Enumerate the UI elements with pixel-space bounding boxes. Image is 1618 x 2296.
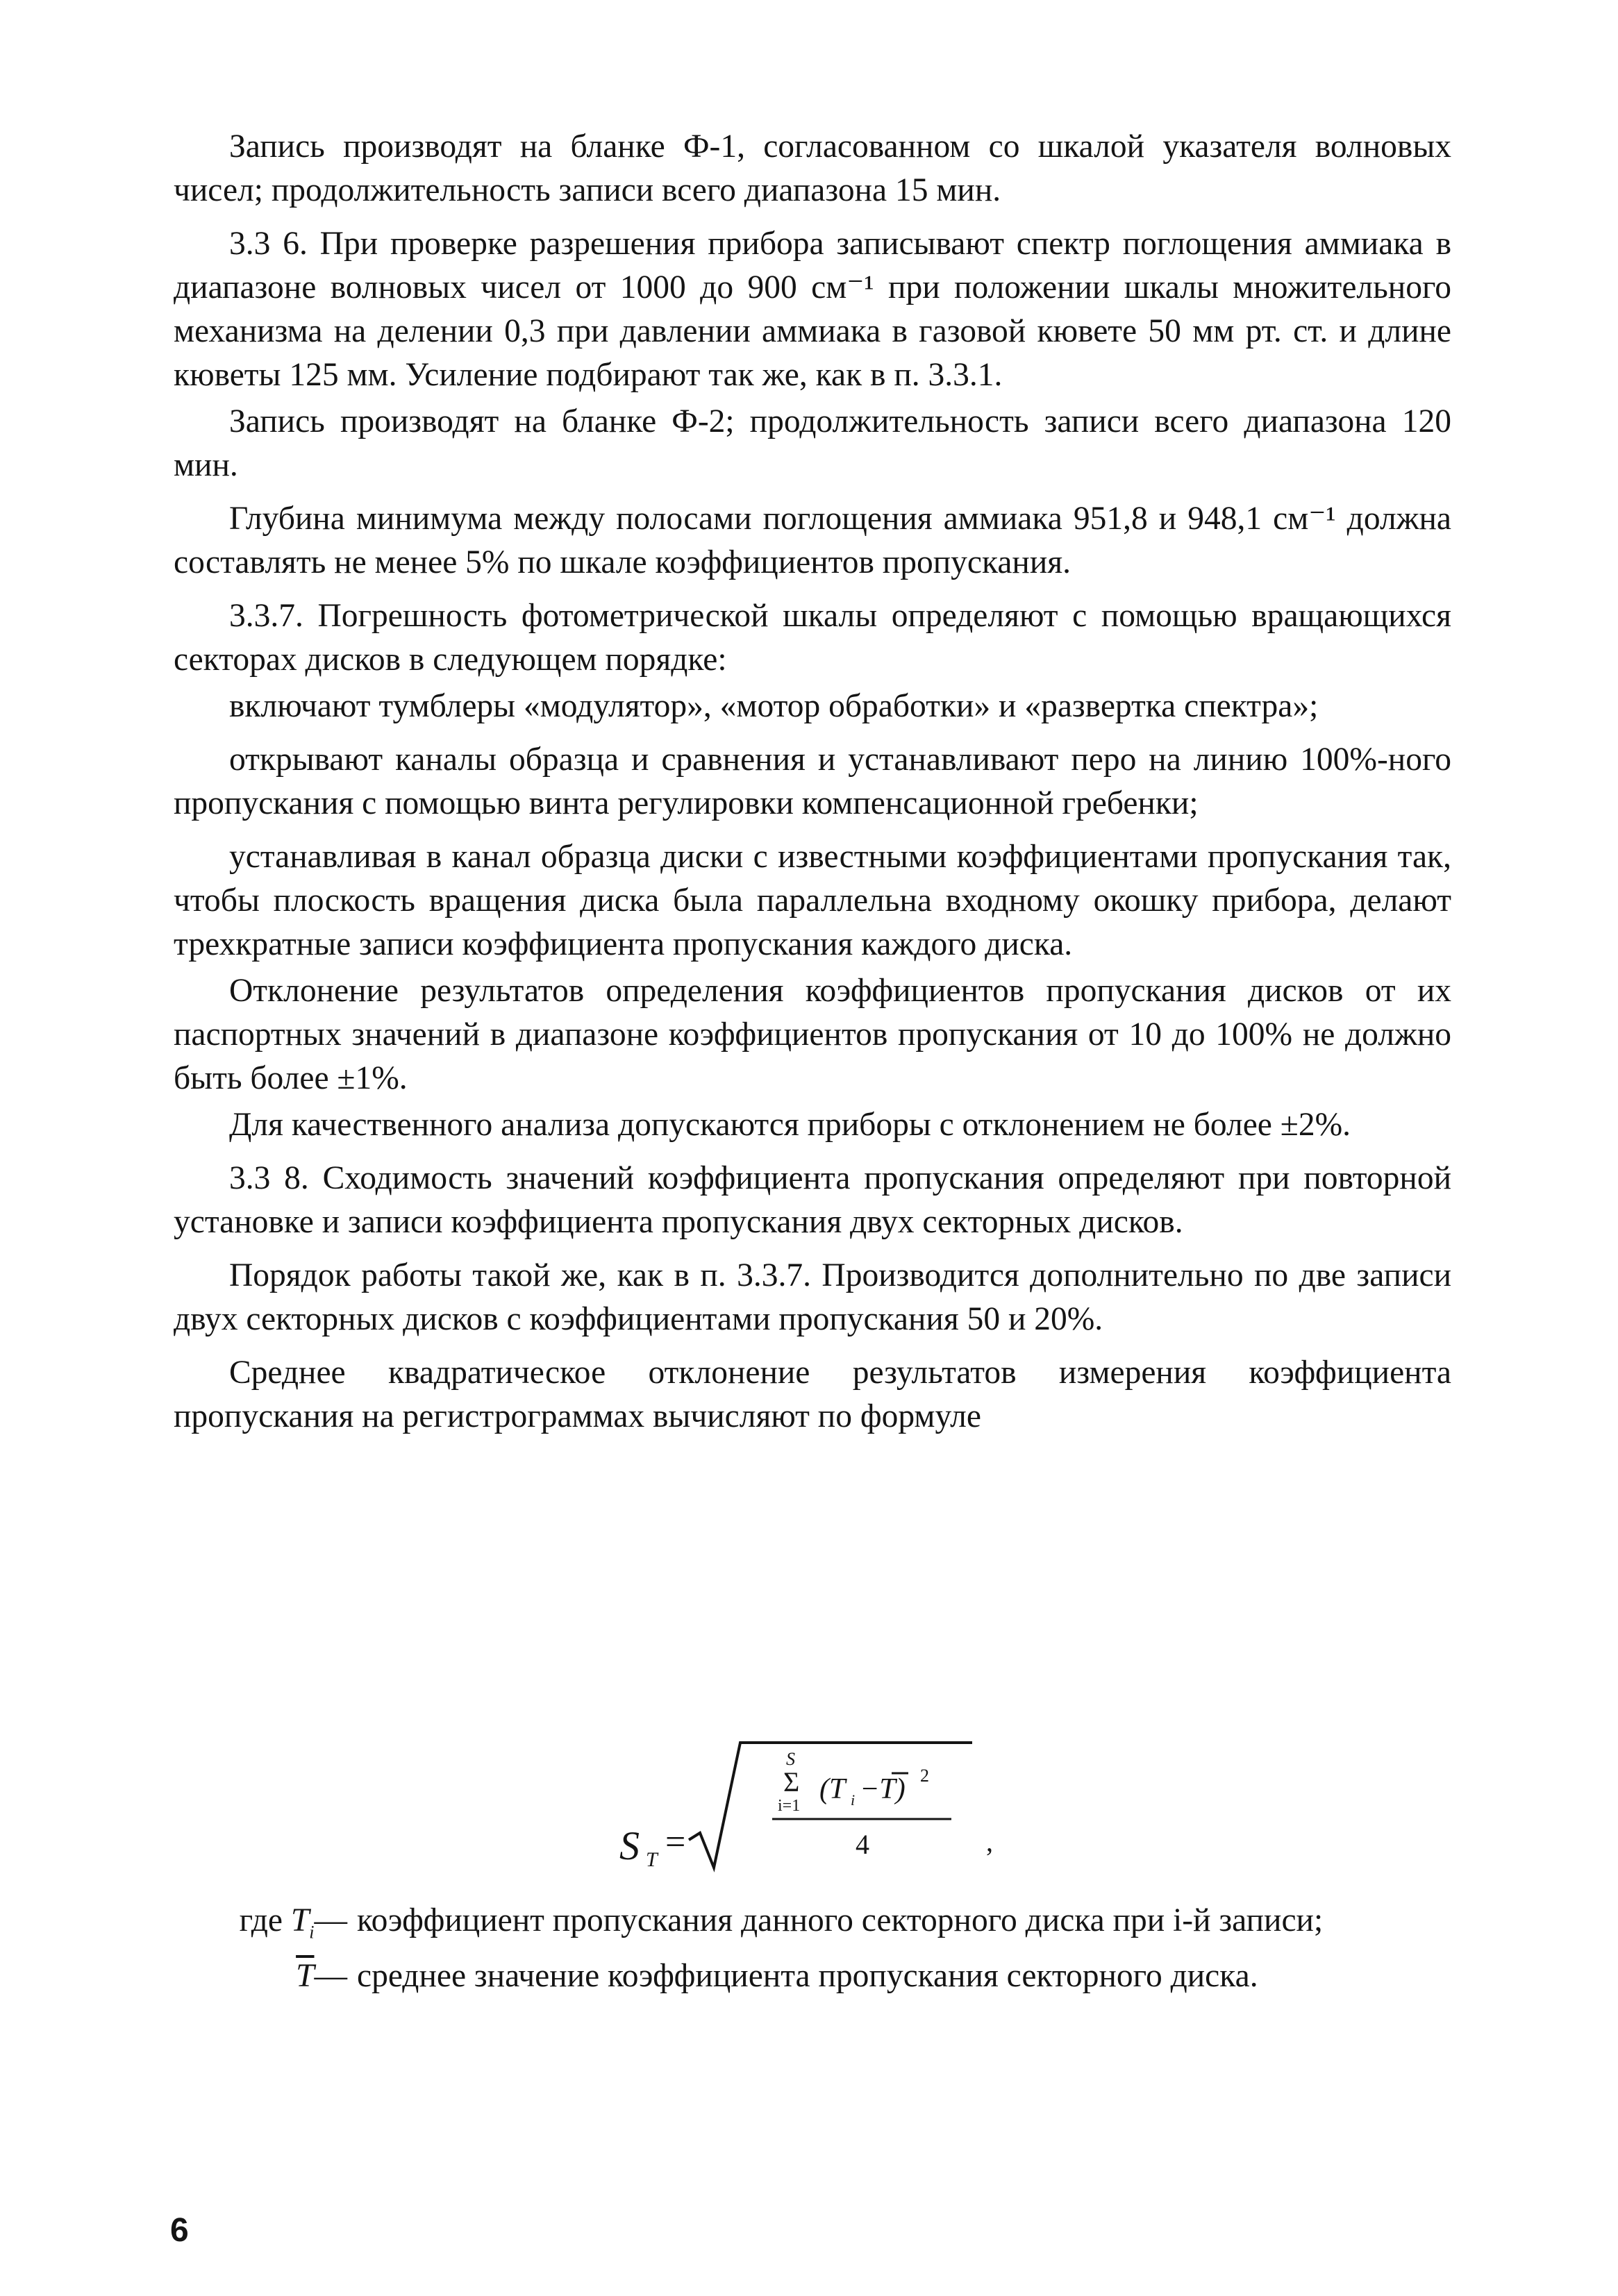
paragraph: 3.3 8. Сходимость значений коэффициента пропускания определяют при повторной установке и записи коэффициента пропускания двух секторных дисков. (174, 1160, 1451, 1240)
formula-term-sub: i (851, 1791, 856, 1809)
formula-term: (T (819, 1773, 846, 1805)
paragraph: Запись производят на бланке Ф-1, согласованном со шкалой указателя волновых чисел; продолжительность записи всего диапазона 15 мин. (174, 128, 1451, 208)
formula-denominator: 4 (856, 1829, 869, 1860)
definition-row (208, 1954, 1486, 1998)
definition-dash: — (314, 1902, 347, 1938)
formula-trailing: , (986, 1826, 993, 1857)
definition-text: коэффициент пропускания данного секторного диска при i-й записи; (357, 1902, 1324, 1938)
definition-dash: — (314, 1957, 347, 1994)
definition-symbol: T (290, 1902, 310, 1938)
paragraph: Глубина минимума между полосами поглощения аммиака 951,8 и 948,1 см⁻¹ должна составлять не менее 5% по шкале коэффициентов пропускания. (174, 501, 1451, 580)
paragraph: Отклонение результатов определения коэффициентов пропускания дисков от их паспортных значений в диапазоне коэффициентов пропускания от 10 до 100% не должно быть более ±1%. (174, 973, 1451, 1096)
paragraph: Среднее квадратическое отклонение результатов измерения коэффициента пропускания на регистрограммах вычисляют по формуле (174, 1355, 1451, 1434)
page-number: 6 (170, 2212, 189, 2249)
definitions (208, 1899, 1486, 1998)
formula-term-rest: −T) (860, 1773, 906, 1805)
formula (611, 1729, 1042, 1882)
definition-symbol: $\overline{T}$ (296, 1957, 315, 1994)
paragraph: 3.3 6. При проверке разрешения прибора записывают спектр поглощения аммиака в диапазоне волновых чисел от 1000 до 900 см⁻¹ при положении шкалы множительного механизма на делении 0,3 при давлении аммиака в газовой кювете 50 мм рт. ст. и длине кюветы 125 мм. Усиление подбирают так же, как в п. 3.3.1. (174, 226, 1451, 393)
definition-row (208, 1899, 1486, 1954)
paragraph: Для качественного анализа допускаются приборы с отклонением не более ±2%. (229, 1107, 1351, 1143)
sum-sign: Σ (783, 1766, 800, 1798)
paragraph: Порядок работы такой же, как в п. 3.3.7. Производится дополнительно по две записи двух секторных дисков с коэффициентами пропускания 50 и 20%. (174, 1257, 1451, 1337)
formula-lhs: S (619, 1823, 640, 1868)
paragraph: открывают каналы образца и сравнения и устанавливают перо на линию 100%-ного пропускания с помощью винта регулировки компенсационной гребенки; (174, 741, 1451, 821)
definition-symbol-sub: i (309, 1922, 315, 1943)
sum-lower: i=1 (778, 1797, 801, 1815)
paragraph: 3.3.7. Погрешность фотометрической шкалы определяют с помощью вращающихся секторах дисков в следующем порядке: (174, 598, 1451, 678)
body-text (174, 125, 1451, 1448)
paragraph: Запись производят на бланке Ф-2; продолжительность записи всего диапазона 120 мин. (174, 403, 1451, 483)
definition-text: среднее значение коэффициента пропускания секторного диска. (357, 1957, 1258, 1994)
formula-equals: = (665, 1822, 686, 1862)
formula-lhs-sub: T (646, 1848, 658, 1871)
radical-sign (689, 1743, 972, 1868)
paragraph: включают тумблеры «модулятор», «мотор обработки» и «развертка спектра»; (229, 688, 1319, 724)
formula-power: 2 (920, 1766, 929, 1786)
definitions-lead: где (239, 1902, 283, 1938)
sum-upper: S (786, 1749, 795, 1769)
paragraph: устанавливая в канал образца диски с известными коэффициентами пропускания так, чтобы плоскость вращения диска была параллельна входному окошку прибора, делают трехкратные записи коэффициента пропускания каждого диска. (174, 839, 1451, 962)
